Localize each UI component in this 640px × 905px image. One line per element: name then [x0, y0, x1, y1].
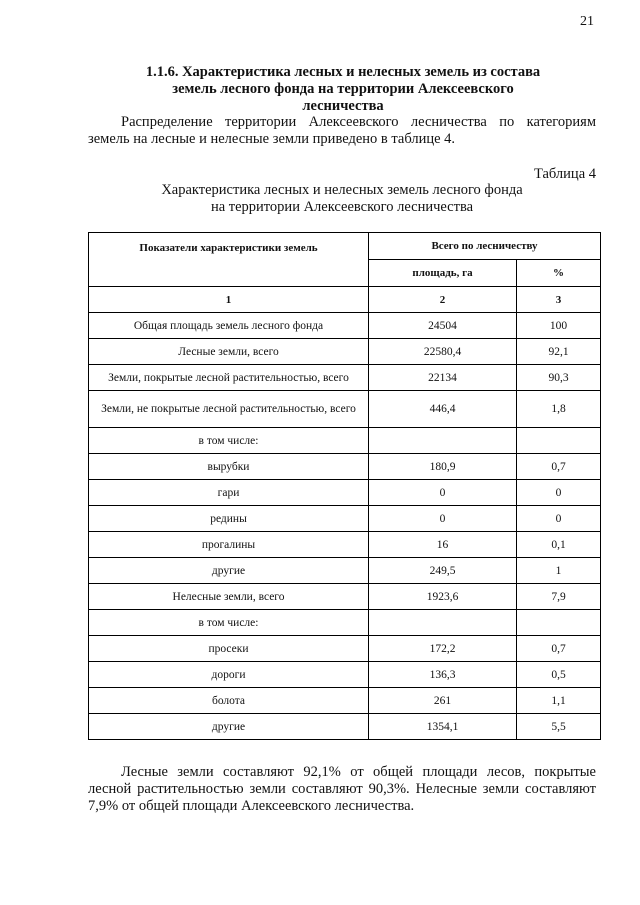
heading-line-2: земель лесного фонда на территории Алексеевского: [172, 81, 514, 97]
row-area: 0: [369, 480, 517, 506]
row-area: 1354,1: [369, 714, 517, 740]
header-percent: %: [517, 260, 601, 287]
row-percent: 0,7: [517, 454, 601, 480]
row-label: редины: [89, 506, 369, 532]
row-area: 446,4: [369, 391, 517, 428]
row-label: гари: [89, 480, 369, 506]
row-label: в том числе:: [89, 428, 369, 454]
row-percent: 1,8: [517, 391, 601, 428]
section-heading: [88, 64, 598, 115]
row-label: Земли, покрытые лесной растительностью, всего: [89, 365, 369, 391]
row-area: 172,2: [369, 636, 517, 662]
row-area: 1923,6: [369, 584, 517, 610]
table-row: [89, 558, 601, 584]
conclusion-paragraph: Лесные земли составляют 92,1% от общей площади лесов, покрытые лесной растительностью земли составляют 90,3%. Нелесные земли составляют 7,9% от общей площади Алексеевского лесничества.: [88, 764, 596, 814]
row-area: 261: [369, 688, 517, 714]
table-row: [89, 506, 601, 532]
row-label: Общая площадь земель лесного фонда: [89, 313, 369, 339]
land-characteristics-table: [88, 232, 601, 740]
row-percent: 1: [517, 558, 601, 584]
heading-line-1: 1.1.6. Характеристика лесных и нелесных земель из состава: [145, 64, 541, 80]
table-caption-line-2: на территории Алексеевского лесничества: [210, 199, 474, 215]
row-area: 22134: [369, 365, 517, 391]
row-area: 24504: [369, 313, 517, 339]
table-caption-line-1: Характеристика лесных и нелесных земель лесного фонда: [161, 182, 523, 198]
table-row: [89, 610, 601, 636]
row-label: в том числе:: [89, 610, 369, 636]
row-area: 22580,4: [369, 339, 517, 365]
row-area: 136,3: [369, 662, 517, 688]
row-percent: 0,1: [517, 532, 601, 558]
row-area: 16: [369, 532, 517, 558]
header-total: Всего по лесничеству: [369, 233, 601, 260]
column-number: 1: [89, 287, 369, 313]
table-row: [89, 428, 601, 454]
header-area: площадь, га: [369, 260, 517, 287]
row-label: дороги: [89, 662, 369, 688]
row-area: 180,9: [369, 454, 517, 480]
row-label: болота: [89, 688, 369, 714]
table-row: [89, 714, 601, 740]
table-row: [89, 636, 601, 662]
heading-line-3: лесничества: [302, 98, 384, 114]
intro-paragraph: Распределение территории Алексеевского лесничества по категориям земель на лесные и нелесные земли приведено в таблице 4.: [88, 114, 596, 147]
table-row: [89, 480, 601, 506]
row-label: прогалины: [89, 532, 369, 558]
table-row: [89, 662, 601, 688]
row-label: просеки: [89, 636, 369, 662]
table-row: [89, 365, 601, 391]
row-percent: 90,3: [517, 365, 601, 391]
row-percent: 0,5: [517, 662, 601, 688]
table-label: Таблица 4: [533, 166, 596, 182]
row-label: Земли, не покрытые лесной растительностью, всего: [89, 391, 369, 428]
column-number: 3: [517, 287, 601, 313]
row-percent: 1,1: [517, 688, 601, 714]
header-indicator: Показатели характеристики земель: [89, 233, 369, 287]
row-percent: 0,7: [517, 636, 601, 662]
row-area: 0: [369, 506, 517, 532]
table-row: [89, 339, 601, 365]
row-area: [369, 610, 517, 636]
table-row: [89, 688, 601, 714]
row-area: [369, 428, 517, 454]
table-row: [89, 454, 601, 480]
row-area: 249,5: [369, 558, 517, 584]
table-row: [89, 532, 601, 558]
row-label: другие: [89, 558, 369, 584]
row-percent: [517, 428, 601, 454]
row-percent: [517, 610, 601, 636]
row-percent: 0: [517, 506, 601, 532]
page-number: 21: [580, 14, 594, 29]
row-label: Лесные земли, всего: [89, 339, 369, 365]
table-row: [89, 313, 601, 339]
row-percent: 0: [517, 480, 601, 506]
table-row: [89, 584, 601, 610]
row-label: вырубки: [89, 454, 369, 480]
row-percent: 92,1: [517, 339, 601, 365]
column-number: 2: [369, 287, 517, 313]
row-percent: 7,9: [517, 584, 601, 610]
row-label: другие: [89, 714, 369, 740]
row-percent: 5,5: [517, 714, 601, 740]
table-caption: [88, 182, 596, 216]
table-row: [89, 391, 601, 428]
row-label: Нелесные земли, всего: [89, 584, 369, 610]
row-percent: 100: [517, 313, 601, 339]
